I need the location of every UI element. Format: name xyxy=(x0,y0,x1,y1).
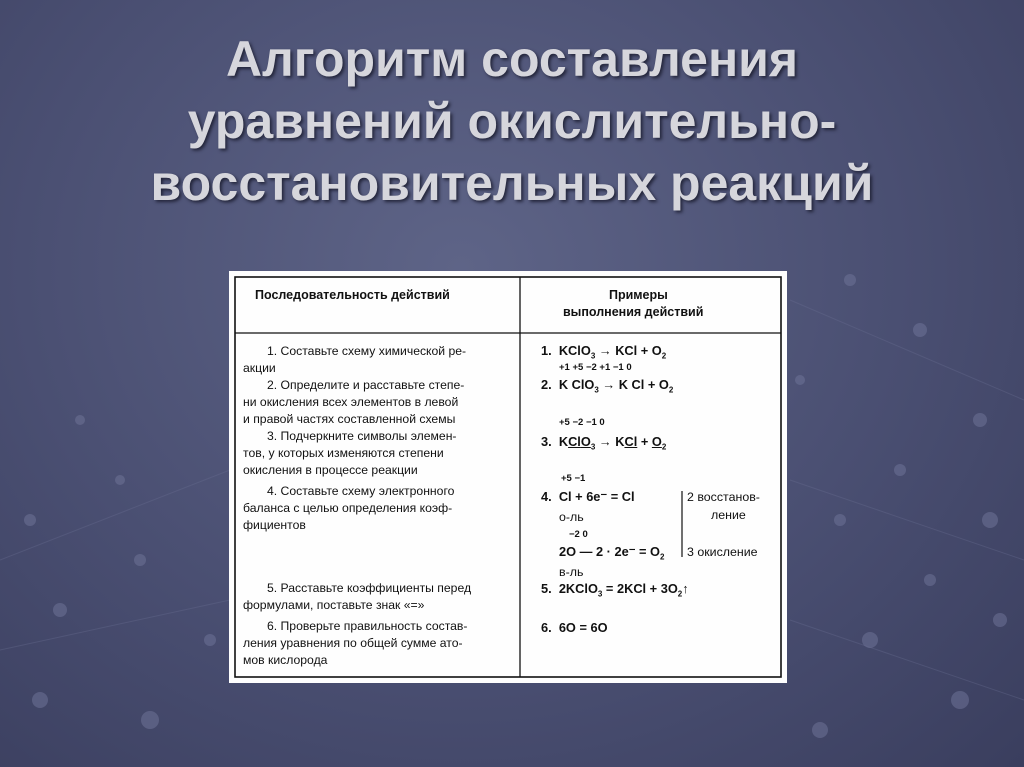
title-line-2: уравнений окислительно- xyxy=(187,93,837,149)
step-6-line1: 6. Проверьте правильность состав- xyxy=(267,619,468,633)
example-4-oxidizer: о-ль xyxy=(559,510,584,524)
slide-title xyxy=(0,28,1024,214)
step-2-line1: 2. Определите и расставьте степе- xyxy=(267,378,465,392)
example-2: 2. K ClO$_3$ → K $Cl + O_2$ xyxy=(541,377,674,395)
example-4-line1: 4. Cl + 6e⁻ = Cl xyxy=(541,489,635,504)
algorithm-table xyxy=(229,271,787,683)
oxidation-states-2: +5 −2 −1 0 xyxy=(559,417,605,428)
step-4-line2: баланса с целью определения коэф- xyxy=(243,501,453,515)
step-3-line1: 3. Подчеркните символы элемен- xyxy=(267,429,457,443)
step-4-line3: фициентов xyxy=(243,518,306,532)
step-1-line1: 1. Составьте схему химической ре- xyxy=(267,344,467,358)
step-1-line2: акции xyxy=(243,361,276,375)
example-6: 6. 6O = 6O xyxy=(541,620,608,635)
example-4-reducer: в-ль xyxy=(559,565,584,579)
step-4-line1: 4. Составьте схему электронного xyxy=(267,484,455,498)
example-1: 1. KClO$_3$ → KCl + $O_2$ xyxy=(541,343,667,361)
header-examples-line1: Примеры xyxy=(609,288,668,302)
step-3-line2: тов, у которых изменяются степени xyxy=(243,446,444,460)
example-4-line2: 2O — $2 \cdot 2e^- = O_2$ xyxy=(559,544,665,562)
example-4-reduction-a: 2 восстанов- xyxy=(687,490,760,504)
step-3-line3: окисления в процессе реакции xyxy=(243,463,418,477)
oxidation-states-4b: −2 0 xyxy=(569,529,588,540)
example-4-reduction-b: ление xyxy=(711,508,746,522)
step-5-line1: 5. Расставьте коэффициенты перед xyxy=(267,581,472,595)
step-2-line3: и правой частях составленной схемы xyxy=(243,412,456,426)
header-actions: Последовательность действий xyxy=(255,288,450,302)
header-examples-line2: выполнения действий xyxy=(563,305,704,319)
example-3: 3. KClO$_3$ → KCl + $O_2$ xyxy=(541,434,667,452)
step-6-line2: ления уравнения по общей сумме ато- xyxy=(243,636,463,650)
oxidation-states-1: +1 +5 −2 +1 −1 0 xyxy=(559,362,632,373)
example-5: 5. 2KClO$_3$ = $2KCl + 3O_2↑$ xyxy=(541,581,689,599)
oxidation-states-4: +5 −1 xyxy=(561,473,586,484)
step-6-line3: мов кислорода xyxy=(243,653,328,667)
title-line-3: восстановительных реакций xyxy=(150,155,874,211)
step-2-line2: ни окисления всех элементов в левой xyxy=(243,395,459,409)
step-5-line2: формулами, поставьте знак «=» xyxy=(243,598,425,612)
title-line-1: Алгоритм составления xyxy=(225,31,799,87)
example-4-oxidation: 3 окисление xyxy=(687,545,758,559)
